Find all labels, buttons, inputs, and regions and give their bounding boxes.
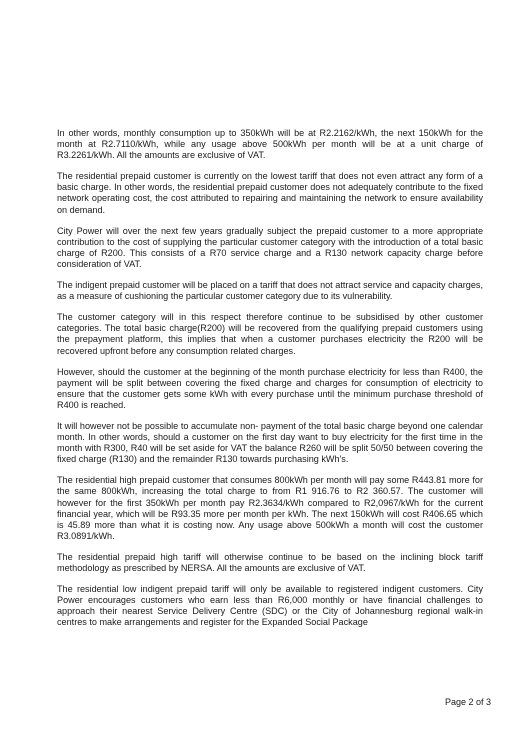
paragraph-indigent-registration: The residential low indigent prepaid tariff will only be available to registered indigent customers. City Power encourages customers who earn less than R6,000 monthly or have financial challenges to approach their nearest Service Delivery Centre (SDC) or the City of Johannesburg regional walk-in centres to make arrangements and register for the Expanded Social Package [57, 584, 483, 628]
paragraph-split-payment: However, should the customer at the beginning of the month purchase electricity for less than R400, the payment will be split between covering the fixed charge and charges for consumption of electricity to ensure that the customer gets some kWh with every purchase until the minimum purchase threshold of R400 is reached. [57, 366, 483, 410]
document-body [57, 128, 483, 638]
paragraph-no-basic-charge: The residential prepaid customer is currently on the lowest tariff that does not even attract any form of a basic charge. In other words, the residential prepaid customer does not adequately contribute to the fixed network operating cost, the cost attributed to repairing and maintaining the network to ensure availability on demand. [57, 171, 483, 215]
paragraph-basic-charge-introduction: City Power will over the next few years gradually subject the prepaid customer to a more appropriate contribution to the cost of supplying the particular customer category with the introduction of a total basic charge of R200. This consists of a R70 service charge and a R130 network capacity charge before consideration of VAT. [57, 225, 483, 269]
paragraph-recovery-upfront: The customer category will in this respect therefore continue to be subsidised by other customer categories. The total basic charge(R200) will be recovered from the qualifying prepaid customers using the prepayment platform, this implies that when a customer purchases electricity the R200 will be recovered upfront before any consumption related charges. [57, 312, 483, 356]
paragraph-indigent-tariff: The indigent prepaid customer will be placed on a tariff that does not attract service and capacity charges, as a measure of cushioning the particular customer category due to its vulnerability. [57, 280, 483, 302]
page-number: Page 2 of 3 [444, 697, 491, 707]
paragraph-inclining-block: The residential prepaid high tariff will otherwise continue to be based on the inclining block tariff methodology as prescribed by NERSA. All the amounts are exclusive of VAT. [57, 551, 483, 573]
paragraph-accumulation-example: It will however not be possible to accumulate non- payment of the total basic charge beyond one calendar month. In other words, should a customer on the first day want to buy electricity for the first time in the month with R300, R40 will be set aside for VAT the balance R260 will be split 50/50 between covering the fixed charge (R130) and the remainder R130 towards purchasing kWh's. [57, 420, 483, 465]
paragraph-high-prepaid-example: The residential high prepaid customer that consumes 800kWh per month will pay some R443.81 more for the same 800kWh, increasing the total charge to from R1 916.76 to R2 360.57. The customer will however for the first 350kWh per month pay R2.3634/kWh compared to R2,0967/kWh for the current financial year, which will be R93.35 more per month per kWh. The next 150kWh will cost R406.65 which is 45.89 more than what it is costing now. Any usage above 500kWh a month will cost the customer R3.0891/kWh. [57, 475, 483, 541]
paragraph-tariff-blocks: In other words, monthly consumption up to 350kWh will be at R2.2162/kWh, the next 150kWh for the month at R2.7110/kWh, while any usage above 500kWh per month will be at a unit charge of R3.2261/kWh. All the amounts are exclusive of VAT. [57, 128, 483, 161]
